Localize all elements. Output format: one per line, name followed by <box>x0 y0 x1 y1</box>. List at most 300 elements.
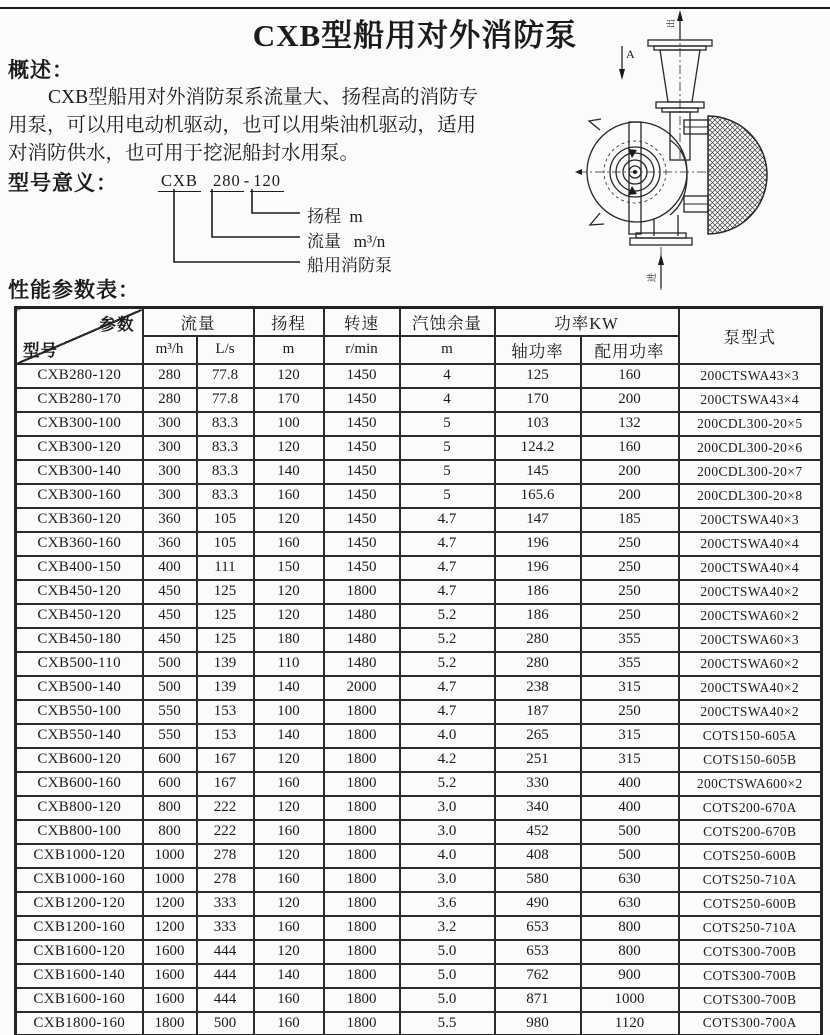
table-cell: 200CDL300-20×7 <box>679 460 822 484</box>
table-cell: 147 <box>495 508 581 532</box>
callout-head: 扬程 m <box>307 207 363 226</box>
table-cell: CXB400-150 <box>16 556 143 580</box>
table-cell: 132 <box>581 412 679 436</box>
table-cell: 77.8 <box>197 388 254 412</box>
table-row <box>16 988 822 1012</box>
table-cell: 1800 <box>324 844 400 868</box>
model-code-head: 120 <box>250 171 284 192</box>
table-row <box>16 892 822 916</box>
table-cell: 250 <box>581 700 679 724</box>
unit-speed-rmin: r/min <box>324 336 400 364</box>
table-cell: 170 <box>254 388 324 412</box>
table-row <box>16 1012 822 1035</box>
table-cell: 1450 <box>324 532 400 556</box>
table-cell: CXB600-160 <box>16 772 143 796</box>
performance-table-body <box>16 364 822 1035</box>
table-cell: COTS150-605B <box>679 748 822 772</box>
table-cell: 200CTSWA43×4 <box>679 388 822 412</box>
table-row <box>16 460 822 484</box>
table-cell: 103 <box>495 412 581 436</box>
table-cell: 120 <box>254 844 324 868</box>
table-cell: 83.3 <box>197 484 254 508</box>
table-cell: 653 <box>495 916 581 940</box>
table-cell: 200CTSWA40×3 <box>679 508 822 532</box>
table-cell: CXB500-140 <box>16 676 143 700</box>
table-cell: 4.7 <box>400 700 495 724</box>
table-cell: 1000 <box>581 988 679 1012</box>
table-cell: 200CTSWA40×2 <box>679 580 822 604</box>
table-cell: 160 <box>254 916 324 940</box>
callout-flow: 流量 m³/n <box>307 232 386 251</box>
inlet-label: 进 <box>647 272 657 282</box>
table-cell: 1000 <box>143 868 197 892</box>
table-cell: 5.0 <box>400 940 495 964</box>
table-cell: 250 <box>581 532 679 556</box>
table-cell: 5.0 <box>400 988 495 1012</box>
table-cell: 222 <box>197 820 254 844</box>
performance-table-heading: 性能参数表： <box>8 278 140 302</box>
table-cell: 120 <box>254 508 324 532</box>
table-cell: 408 <box>495 844 581 868</box>
table-row <box>16 940 822 964</box>
table-cell: 167 <box>197 772 254 796</box>
table-cell: 251 <box>495 748 581 772</box>
table-cell: 196 <box>495 532 581 556</box>
table-cell: 1800 <box>324 772 400 796</box>
unit-npsh-m: m <box>400 336 495 364</box>
table-cell: 140 <box>254 724 324 748</box>
table-row <box>16 628 822 652</box>
table-cell: 452 <box>495 820 581 844</box>
table-cell: 139 <box>197 652 254 676</box>
table-cell: 630 <box>581 892 679 916</box>
table-cell: 120 <box>254 604 324 628</box>
table-cell: 100 <box>254 412 324 436</box>
table-cell: 200CTSWA60×2 <box>679 604 822 628</box>
table-cell: 450 <box>143 604 197 628</box>
table-cell: 105 <box>197 508 254 532</box>
table-cell: CXB1600-160 <box>16 988 143 1012</box>
table-cell: 120 <box>254 940 324 964</box>
table-cell: 4 <box>400 388 495 412</box>
table-cell: 250 <box>581 580 679 604</box>
table-cell: CXB360-160 <box>16 532 143 556</box>
table-cell: CXB450-120 <box>16 580 143 604</box>
table-cell: 800 <box>581 940 679 964</box>
table-cell: 160 <box>254 772 324 796</box>
callout-pump-type: 船用消防泵 <box>307 256 392 275</box>
table-cell: 125 <box>197 580 254 604</box>
table-cell: 200 <box>581 388 679 412</box>
table-cell: 315 <box>581 676 679 700</box>
table-cell: COTS250-710A <box>679 868 822 892</box>
table-cell: 200 <box>581 460 679 484</box>
table-row <box>16 676 822 700</box>
table-cell: 200 <box>581 484 679 508</box>
table-cell: 5.2 <box>400 628 495 652</box>
table-cell: 3.6 <box>400 892 495 916</box>
table-cell: 120 <box>254 892 324 916</box>
table-cell: 355 <box>581 628 679 652</box>
table-cell: 1600 <box>143 988 197 1012</box>
table-cell: 300 <box>143 484 197 508</box>
table-cell: CXB300-160 <box>16 484 143 508</box>
table-cell: 400 <box>581 796 679 820</box>
table-cell: 1800 <box>324 988 400 1012</box>
table-cell: 140 <box>254 460 324 484</box>
table-cell: 600 <box>143 748 197 772</box>
table-row <box>16 484 822 508</box>
table-row <box>16 700 822 724</box>
table-row <box>16 436 822 460</box>
table-cell: 153 <box>197 700 254 724</box>
table-cell: CXB800-100 <box>16 820 143 844</box>
table-cell: 900 <box>581 964 679 988</box>
table-cell: 1120 <box>581 1012 679 1035</box>
table-cell: 280 <box>495 628 581 652</box>
table-cell: 400 <box>581 772 679 796</box>
page-title: CXB型船用对外消防泵 <box>252 18 578 53</box>
table-cell: 4.0 <box>400 844 495 868</box>
table-cell: 300 <box>143 460 197 484</box>
table-cell: 1480 <box>324 604 400 628</box>
table-row <box>16 556 822 580</box>
table-cell: 139 <box>197 676 254 700</box>
table-cell: 1480 <box>324 652 400 676</box>
table-cell: 5.0 <box>400 964 495 988</box>
table-cell: 200CTSWA43×3 <box>679 364 822 388</box>
table-cell: 1480 <box>324 628 400 652</box>
table-cell: 1800 <box>324 964 400 988</box>
table-cell: 120 <box>254 748 324 772</box>
table-cell: 120 <box>254 436 324 460</box>
table-row <box>16 412 822 436</box>
table-cell: 1450 <box>324 364 400 388</box>
table-cell: 120 <box>254 364 324 388</box>
table-cell: 4.7 <box>400 676 495 700</box>
table-cell: 1450 <box>324 460 400 484</box>
table-cell: 315 <box>581 748 679 772</box>
table-cell: 280 <box>495 652 581 676</box>
table-cell: 360 <box>143 532 197 556</box>
table-cell: 200CTSWA600×2 <box>679 772 822 796</box>
table-cell: 400 <box>143 556 197 580</box>
table-cell: 600 <box>143 772 197 796</box>
table-cell: 550 <box>143 700 197 724</box>
table-cell: 360 <box>143 508 197 532</box>
table-cell: 5.2 <box>400 604 495 628</box>
table-cell: 1800 <box>324 748 400 772</box>
model-code <box>158 171 284 191</box>
table-cell: 3.0 <box>400 820 495 844</box>
table-cell: 77.8 <box>197 364 254 388</box>
table-cell: 5 <box>400 412 495 436</box>
table-cell: 500 <box>143 652 197 676</box>
table-cell: 250 <box>581 604 679 628</box>
table-cell: 250 <box>581 556 679 580</box>
table-cell: 1600 <box>143 940 197 964</box>
table-cell: 450 <box>143 628 197 652</box>
table-cell: 1800 <box>324 868 400 892</box>
table-cell: 140 <box>254 964 324 988</box>
table-cell: 186 <box>495 580 581 604</box>
table-cell: CXB300-120 <box>16 436 143 460</box>
table-cell: CXB600-120 <box>16 748 143 772</box>
overview-line: 用泵，可以用电动机驱动，也可以用柴油机驱动，适用 <box>8 115 477 136</box>
table-cell: 762 <box>495 964 581 988</box>
col-header-rated-power: 配用功率 <box>581 336 679 364</box>
table-cell: 200CTSWA40×4 <box>679 532 822 556</box>
table-cell: 5.2 <box>400 772 495 796</box>
pump-drawing-svg <box>570 0 830 298</box>
table-cell: 800 <box>143 796 197 820</box>
performance-table <box>14 306 823 1035</box>
table-cell: 5.5 <box>400 1012 495 1035</box>
table-cell: COTS150-605A <box>679 724 822 748</box>
table-cell: 125 <box>197 604 254 628</box>
table-row <box>16 844 822 868</box>
table-cell: 871 <box>495 988 581 1012</box>
table-cell: 83.3 <box>197 460 254 484</box>
table-cell: 200CTSWA40×2 <box>679 700 822 724</box>
table-cell: 653 <box>495 940 581 964</box>
table-cell: 3.0 <box>400 796 495 820</box>
table-cell: 185 <box>581 508 679 532</box>
model-code-connectors <box>160 189 310 273</box>
table-cell: COTS300-700B <box>679 964 822 988</box>
table-cell: 200CTSWA40×2 <box>679 676 822 700</box>
table-cell: 1000 <box>143 844 197 868</box>
table-cell: 500 <box>581 844 679 868</box>
table-cell: 500 <box>581 820 679 844</box>
table-cell: 1800 <box>324 580 400 604</box>
col-header-shaft-power: 轴功率 <box>495 336 581 364</box>
unit-flow-ls: L/s <box>197 336 254 364</box>
table-cell: 300 <box>143 436 197 460</box>
table-cell: 1450 <box>324 508 400 532</box>
table-cell: 153 <box>197 724 254 748</box>
table-cell: CXB450-120 <box>16 604 143 628</box>
table-row <box>16 652 822 676</box>
table-cell: CXB300-100 <box>16 412 143 436</box>
table-cell: 800 <box>581 916 679 940</box>
table-cell: 444 <box>197 964 254 988</box>
table-cell: 444 <box>197 940 254 964</box>
table-cell: 150 <box>254 556 324 580</box>
table-cell: 1800 <box>143 1012 197 1035</box>
outlet-label: 出 <box>666 18 676 28</box>
overview-paragraph <box>8 84 574 168</box>
table-row <box>16 820 822 844</box>
table-cell: 500 <box>143 676 197 700</box>
table-cell: 1800 <box>324 820 400 844</box>
table-cell: CXB500-110 <box>16 652 143 676</box>
table-cell: CXB1000-120 <box>16 844 143 868</box>
table-cell: 1200 <box>143 892 197 916</box>
table-row <box>16 508 822 532</box>
table-cell: 196 <box>495 556 581 580</box>
table-cell: 4.0 <box>400 724 495 748</box>
table-cell: 160 <box>254 820 324 844</box>
unit-flow-m3h: m³/h <box>143 336 197 364</box>
table-cell: 1800 <box>324 916 400 940</box>
corner-label-parameter: 参数 <box>99 315 135 334</box>
table-cell: 4.2 <box>400 748 495 772</box>
col-header-power: 功率KW <box>495 308 679 336</box>
table-cell: 1800 <box>324 1012 400 1035</box>
table-row <box>16 868 822 892</box>
table-cell: 800 <box>143 820 197 844</box>
table-cell: 278 <box>197 868 254 892</box>
table-cell: 1450 <box>324 412 400 436</box>
table-cell: 490 <box>495 892 581 916</box>
table-cell: 186 <box>495 604 581 628</box>
table-cell: 1800 <box>324 724 400 748</box>
table-cell: 83.3 <box>197 436 254 460</box>
table-cell: 120 <box>254 580 324 604</box>
table-cell: 278 <box>197 844 254 868</box>
col-header-speed: 转速 <box>324 308 400 336</box>
table-cell: CXB550-100 <box>16 700 143 724</box>
table-cell: 187 <box>495 700 581 724</box>
table-cell: 444 <box>197 988 254 1012</box>
table-cell: CXB800-120 <box>16 796 143 820</box>
table-row <box>16 388 822 412</box>
section-label-a: A <box>626 47 635 61</box>
table-cell: 340 <box>495 796 581 820</box>
table-cell: CXB1600-140 <box>16 964 143 988</box>
table-cell: CXB300-140 <box>16 460 143 484</box>
table-cell: COTS250-600B <box>679 844 822 868</box>
table-cell: 4 <box>400 364 495 388</box>
table-cell: 630 <box>581 868 679 892</box>
model-code-dash: - <box>243 171 251 190</box>
table-cell: 280 <box>143 388 197 412</box>
table-row <box>16 724 822 748</box>
unit-head-m: m <box>254 336 324 364</box>
table-cell: 4.7 <box>400 532 495 556</box>
table-cell: 160 <box>581 436 679 460</box>
table-cell: 1450 <box>324 388 400 412</box>
col-header-head: 扬程 <box>254 308 324 336</box>
table-cell: CXB1600-120 <box>16 940 143 964</box>
table-cell: 4.7 <box>400 556 495 580</box>
table-cell: 160 <box>254 1012 324 1035</box>
table-cell: 3.2 <box>400 916 495 940</box>
table-cell: 160 <box>254 868 324 892</box>
table-cell: 3.0 <box>400 868 495 892</box>
table-cell: 500 <box>197 1012 254 1035</box>
table-cell: 333 <box>197 892 254 916</box>
table-cell: 83.3 <box>197 412 254 436</box>
table-cell: 200CTSWA60×2 <box>679 652 822 676</box>
table-row <box>16 604 822 628</box>
table-cell: 105 <box>197 532 254 556</box>
table-cell: COTS300-700A <box>679 1012 822 1035</box>
table-cell: 4.7 <box>400 508 495 532</box>
table-cell: COTS200-670B <box>679 820 822 844</box>
table-cell: 100 <box>254 700 324 724</box>
table-cell: 550 <box>143 724 197 748</box>
table-row <box>16 748 822 772</box>
header-row-1 <box>16 308 822 336</box>
table-cell: COTS250-600B <box>679 892 822 916</box>
table-cell: CXB550-140 <box>16 724 143 748</box>
table-cell: 333 <box>197 916 254 940</box>
table-cell: 238 <box>495 676 581 700</box>
table-cell: 170 <box>495 388 581 412</box>
table-cell: 1800 <box>324 892 400 916</box>
overview-line: 对消防供水，也可用于挖泥船封水用泵。 <box>8 143 360 164</box>
table-cell: 160 <box>254 484 324 508</box>
table-row <box>16 916 822 940</box>
col-header-npsh: 汽蚀余量 <box>400 308 495 336</box>
table-cell: 200CDL300-20×6 <box>679 436 822 460</box>
table-cell: 1600 <box>143 964 197 988</box>
table-cell: 160 <box>581 364 679 388</box>
table-cell: 120 <box>254 796 324 820</box>
table-cell: 1800 <box>324 796 400 820</box>
table-cell: 1450 <box>324 484 400 508</box>
table-cell: 160 <box>254 532 324 556</box>
table-row <box>16 772 822 796</box>
table-cell: 5 <box>400 484 495 508</box>
table-cell: 111 <box>197 556 254 580</box>
table-cell: 145 <box>495 460 581 484</box>
table-cell: 1200 <box>143 916 197 940</box>
table-cell: CXB360-120 <box>16 508 143 532</box>
table-cell: 1450 <box>324 436 400 460</box>
table-cell: CXB1000-160 <box>16 868 143 892</box>
table-cell: 580 <box>495 868 581 892</box>
table-cell: 110 <box>254 652 324 676</box>
table-cell: 5.2 <box>400 652 495 676</box>
table-cell: 200CDL300-20×5 <box>679 412 822 436</box>
table-cell: 330 <box>495 772 581 796</box>
table-cell: 165.6 <box>495 484 581 508</box>
corner-header-cell <box>16 308 143 364</box>
table-cell: 315 <box>581 724 679 748</box>
table-cell: 222 <box>197 796 254 820</box>
table-cell: CXB1200-120 <box>16 892 143 916</box>
overview-line: CXB型船用对外消防泵系流量大、扬程高的消防专 <box>48 87 479 108</box>
table-cell: COTS250-710A <box>679 916 822 940</box>
col-header-pump-type: 泵型式 <box>679 308 822 364</box>
table-cell: 280 <box>143 364 197 388</box>
table-row <box>16 364 822 388</box>
table-cell: COTS300-700B <box>679 940 822 964</box>
table-cell: 200CTSWA40×4 <box>679 556 822 580</box>
table-cell: CXB450-180 <box>16 628 143 652</box>
model-code-flow: 280 <box>210 171 244 192</box>
table-cell: 4.7 <box>400 580 495 604</box>
table-cell: 1450 <box>324 556 400 580</box>
corner-label-model: 型号 <box>23 340 58 360</box>
table-cell: 5 <box>400 436 495 460</box>
table-cell: CXB280-170 <box>16 388 143 412</box>
table-row <box>16 532 822 556</box>
table-cell: CXB1800-160 <box>16 1012 143 1035</box>
table-cell: 125 <box>197 628 254 652</box>
table-cell: 125 <box>495 364 581 388</box>
table-cell: 1800 <box>324 700 400 724</box>
model-meaning-heading: 型号意义： <box>8 171 118 195</box>
table-cell: 200CDL300-20×8 <box>679 484 822 508</box>
table-cell: 1800 <box>324 940 400 964</box>
table-cell: CXB1200-160 <box>16 916 143 940</box>
table-cell: 355 <box>581 652 679 676</box>
pump-technical-drawing <box>570 0 830 298</box>
